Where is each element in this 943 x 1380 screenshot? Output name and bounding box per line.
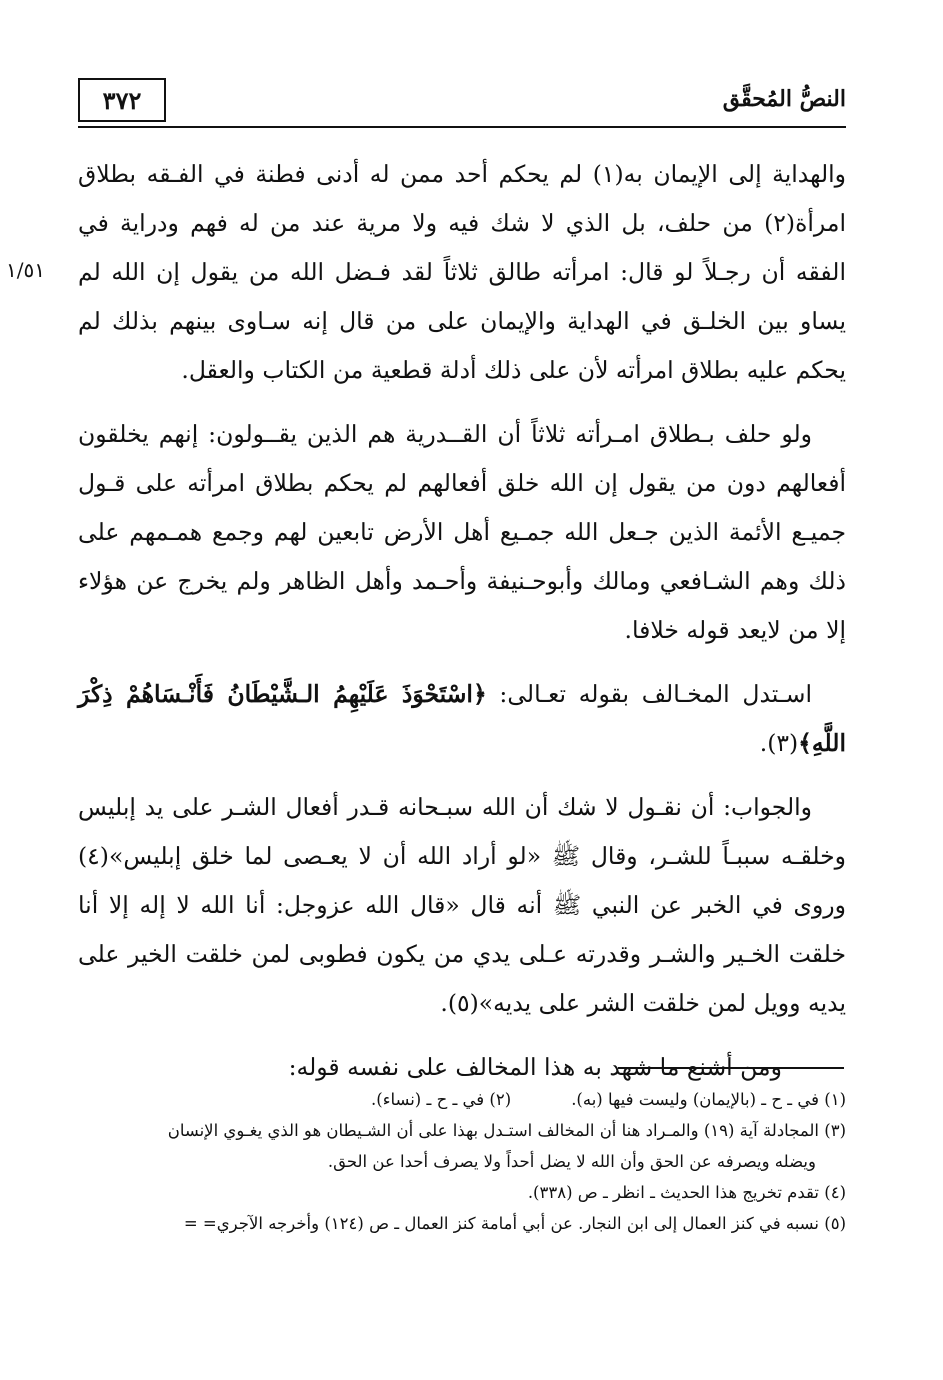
paragraph-3-lead: اسـتدل المخـالف بقوله تعـالى:: [486, 680, 812, 708]
paragraph-4: والجواب: أن نقـول لا شك أن الله سبـحانه قـدر أفعال الشـر على يد إبليس وخلقـه سببـاً للشـر، وقال ﷺ «لو أراد الله أن لا يعـصى لما خلق إبليس»(٤) وروى في الخبر عن النبي ﷺ أنه قال «قال الله عزوجل: أنا الله لا إله إلا أنا خلقت الخـير والشـر وقدرته عـلى يدي من يكون فطوبى لمن خلقت الخير على يديه وويل لمن خلقت الشر على يديه»(٥).: [78, 793, 846, 1017]
paragraph-2: ولو حلف بـطلاق امـرأته ثلاثاً أن القــدرية هم الذين يقــولون: إنهم يخلقون أفعالهم دون من يقول إن الله خلق أفعالهم لم يحكم بطلاق امرأته على قـول جميـع الأئمة الذين جـعل الله جمـيع أهل الأرض تابعين لهم وجمع همـمهم على ذلك وهم الشـافعي ومالك وأبوحـنيفة وأحـمد وأهل الظاهر ولم يخرج عن هؤلاء إلا من لايعد قوله خلافا.: [78, 420, 846, 644]
header-title: النصُّ المُحقَّق: [722, 86, 846, 112]
margin-reference: ١/٥١: [6, 258, 45, 282]
footnote-3-continuation: ويضله ويصرفه عن الحق وأن الله لا يضل أحداً ولا يصرف أحدا عن الحق.: [327, 1152, 816, 1171]
footnote-2: (٢) في ـ ح ـ (نساء).: [371, 1090, 512, 1109]
page-number: ٣٧٢: [78, 78, 166, 122]
quran-verse: ﴿اسْتَحْوَذَ عَلَيْهِمُ الـشَّيْطَانُ فَأَنْـسَاهُمْ ذِكْرَ اللَّهِ﴾: [78, 680, 846, 757]
paragraph-3: [78, 670, 846, 768]
paragraph-5: ومن أشنع ما شهد به هذا المخالف على نفسه قوله:: [288, 1053, 782, 1081]
paragraph-3-tail: (٣).: [759, 729, 799, 757]
footnote-4: (٤) تقدم تخريج هذا الحديث ـ انظر ـ ص (٣٣٨).: [527, 1183, 846, 1202]
paragraph-1: والهداية إلى الإيمان به(١) لم يحكم أحد ممن له أدنى فطنة في الفـقه بطلاق امرأة(٢) من حلف، بل الذي لا شك فيه ولا مرية عند من له فهم ودراية في الفقه أن رجـلاً لو قال: امرأته طالق ثلاثاً لقد فـضل الله من يقول إن الله لم يساو بين الخلـق في الهداية والإيمان على من قال إنه سـاوى بينهم بذلك لم يحكم عليه بطلاق امرأته لأن على ذلك أدلة قطعية من الكتاب والعقل.: [78, 160, 847, 384]
footnotes: [78, 1084, 846, 1239]
footnote-1: (١) في ـ ح ـ (بالإيمان) وليست فيها (به).: [571, 1090, 846, 1109]
footnote-divider: [618, 1067, 844, 1069]
footnote-row-1-2: [78, 1084, 846, 1115]
main-text: [78, 150, 846, 1107]
footnote-3: (٣) المجادلة آية (١٩) والمـراد هنا أن المخالف استـدل بهذا على أن الشـيطان هو الذي يغـوي الإنسان: [167, 1121, 846, 1140]
footnote-5: (٥) نسبه في كنز العمال إلى ابن النجار. عن أبي أمامة كنز العمال ـ ص (١٢٤) وأخرجه الآجري= =: [183, 1214, 846, 1233]
page-header: [78, 78, 846, 128]
